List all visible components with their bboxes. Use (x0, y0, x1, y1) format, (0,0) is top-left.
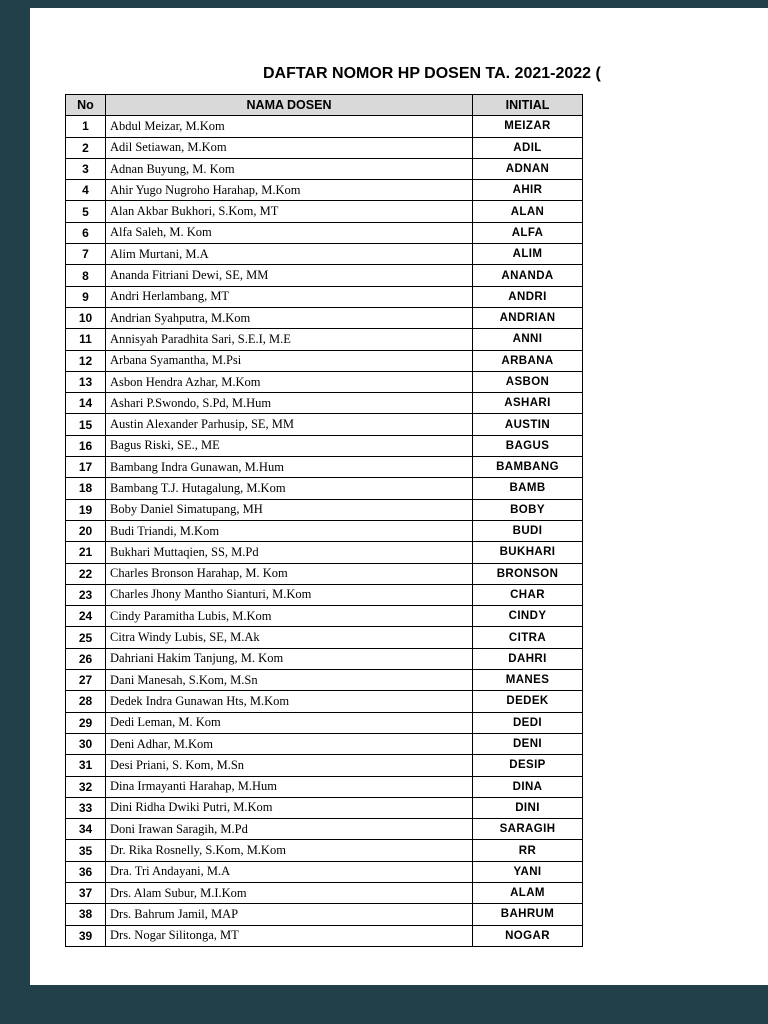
row-number-cell: 9 (66, 286, 106, 307)
table-row (66, 882, 583, 903)
row-number-cell: 1 (66, 116, 106, 137)
row-number-cell: 8 (66, 265, 106, 286)
initial-cell: MANES (473, 670, 583, 691)
initial-cell: DINI (473, 797, 583, 818)
header-no: No (66, 95, 106, 116)
table-row (66, 925, 583, 946)
dosen-name-cell: Doni Irawan Saragih, M.Pd (106, 819, 473, 840)
dosen-name-cell: Charles Bronson Harahap, M. Kom (106, 563, 473, 584)
dosen-name-cell: Desi Priani, S. Kom, M.Sn (106, 755, 473, 776)
initial-cell: ASHARI (473, 393, 583, 414)
initial-cell: ANDRI (473, 286, 583, 307)
table-row (66, 158, 583, 179)
table-row (66, 393, 583, 414)
row-number-cell: 34 (66, 819, 106, 840)
header-nama-dosen: NAMA DOSEN (106, 95, 473, 116)
dosen-name-cell: Dani Manesah, S.Kom, M.Sn (106, 670, 473, 691)
table-row (66, 691, 583, 712)
row-number-cell: 28 (66, 691, 106, 712)
dosen-name-cell: Andrian Syahputra, M.Kom (106, 307, 473, 328)
header-row (66, 95, 583, 116)
row-number-cell: 13 (66, 371, 106, 392)
initial-cell: ANNI (473, 329, 583, 350)
table-row (66, 606, 583, 627)
initial-cell: ANANDA (473, 265, 583, 286)
dosen-name-cell: Abdul Meizar, M.Kom (106, 116, 473, 137)
document-page (30, 8, 768, 985)
initial-cell: AHIR (473, 180, 583, 201)
table-row (66, 712, 583, 733)
row-number-cell: 25 (66, 627, 106, 648)
row-number-cell: 18 (66, 478, 106, 499)
dosen-name-cell: Bambang T.J. Hutagalung, M.Kom (106, 478, 473, 499)
table-row (66, 627, 583, 648)
initial-cell: NOGAR (473, 925, 583, 946)
row-number-cell: 7 (66, 244, 106, 265)
dosen-name-cell: Dra. Tri Andayani, M.A (106, 861, 473, 882)
initial-cell: BAHRUM (473, 904, 583, 925)
dosen-name-cell: Charles Jhony Mantho Sianturi, M.Kom (106, 584, 473, 605)
table-header (66, 95, 583, 116)
row-number-cell: 32 (66, 776, 106, 797)
row-number-cell: 39 (66, 925, 106, 946)
table-row (66, 861, 583, 882)
row-number-cell: 3 (66, 158, 106, 179)
dosen-name-cell: Drs. Alam Subur, M.I.Kom (106, 882, 473, 903)
initial-cell: ALIM (473, 244, 583, 265)
table-row (66, 520, 583, 541)
dosen-name-cell: Budi Triandi, M.Kom (106, 520, 473, 541)
row-number-cell: 6 (66, 222, 106, 243)
initial-cell: DINA (473, 776, 583, 797)
initial-cell: RR (473, 840, 583, 861)
row-number-cell: 26 (66, 648, 106, 669)
row-number-cell: 2 (66, 137, 106, 158)
dosen-name-cell: Andri Herlambang, MT (106, 286, 473, 307)
dosen-table (65, 94, 583, 947)
dosen-name-cell: Bukhari Muttaqien, SS, M.Pd (106, 542, 473, 563)
dosen-name-cell: Arbana Syamantha, M.Psi (106, 350, 473, 371)
row-number-cell: 33 (66, 797, 106, 818)
dosen-name-cell: Adil Setiawan, M.Kom (106, 137, 473, 158)
row-number-cell: 21 (66, 542, 106, 563)
row-number-cell: 35 (66, 840, 106, 861)
initial-cell: ANDRIAN (473, 307, 583, 328)
table-row (66, 542, 583, 563)
row-number-cell: 16 (66, 435, 106, 456)
initial-cell: ARBANA (473, 350, 583, 371)
row-number-cell: 12 (66, 350, 106, 371)
initial-cell: CITRA (473, 627, 583, 648)
table-row (66, 350, 583, 371)
dosen-name-cell: Dr. Rika Rosnelly, S.Kom, M.Kom (106, 840, 473, 861)
dosen-name-cell: Dedi Leman, M. Kom (106, 712, 473, 733)
initial-cell: ADIL (473, 137, 583, 158)
initial-cell: YANI (473, 861, 583, 882)
dosen-name-cell: Drs. Nogar Silitonga, MT (106, 925, 473, 946)
table-row (66, 755, 583, 776)
dosen-name-cell: Boby Daniel Simatupang, MH (106, 499, 473, 520)
row-number-cell: 23 (66, 584, 106, 605)
table-row (66, 286, 583, 307)
initial-cell: ALAM (473, 882, 583, 903)
row-number-cell: 5 (66, 201, 106, 222)
table-row (66, 329, 583, 350)
dosen-name-cell: Drs. Bahrum Jamil, MAP (106, 904, 473, 925)
dosen-name-cell: Cindy Paramitha Lubis, M.Kom (106, 606, 473, 627)
dosen-name-cell: Dina Irmayanti Harahap, M.Hum (106, 776, 473, 797)
table-body (66, 116, 583, 947)
row-number-cell: 37 (66, 882, 106, 903)
dosen-name-cell: Adnan Buyung, M. Kom (106, 158, 473, 179)
table-row (66, 244, 583, 265)
dosen-name-cell: Deni Adhar, M.Kom (106, 733, 473, 754)
row-number-cell: 14 (66, 393, 106, 414)
initial-cell: DAHRI (473, 648, 583, 669)
dosen-name-cell: Annisyah Paradhita Sari, S.E.I, M.E (106, 329, 473, 350)
table-row (66, 307, 583, 328)
table-row (66, 840, 583, 861)
dosen-name-cell: Ashari P.Swondo, S.Pd, M.Hum (106, 393, 473, 414)
initial-cell: DENI (473, 733, 583, 754)
dosen-name-cell: Ahir Yugo Nugroho Harahap, M.Kom (106, 180, 473, 201)
table-row (66, 797, 583, 818)
dosen-name-cell: Ananda Fitriani Dewi, SE, MM (106, 265, 473, 286)
row-number-cell: 24 (66, 606, 106, 627)
initial-cell: CHAR (473, 584, 583, 605)
table-row (66, 201, 583, 222)
row-number-cell: 22 (66, 563, 106, 584)
dosen-name-cell: Bambang Indra Gunawan, M.Hum (106, 457, 473, 478)
row-number-cell: 31 (66, 755, 106, 776)
row-number-cell: 38 (66, 904, 106, 925)
initial-cell: SARAGIH (473, 819, 583, 840)
initial-cell: BOBY (473, 499, 583, 520)
table-row (66, 819, 583, 840)
page-title: DAFTAR NOMOR HP DOSEN TA. 2021-2022 ( (263, 65, 601, 82)
dosen-name-cell: Alim Murtani, M.A (106, 244, 473, 265)
initial-cell: AUSTIN (473, 414, 583, 435)
table-row (66, 116, 583, 137)
dosen-name-cell: Bagus Riski, SE., ME (106, 435, 473, 456)
initial-cell: ALFA (473, 222, 583, 243)
row-number-cell: 29 (66, 712, 106, 733)
row-number-cell: 27 (66, 670, 106, 691)
initial-cell: BAGUS (473, 435, 583, 456)
table-row (66, 457, 583, 478)
row-number-cell: 20 (66, 520, 106, 541)
row-number-cell: 19 (66, 499, 106, 520)
dosen-name-cell: Citra Windy Lubis, SE, M.Ak (106, 627, 473, 648)
dosen-name-cell: Alan Akbar Bukhori, S.Kom, MT (106, 201, 473, 222)
row-number-cell: 36 (66, 861, 106, 882)
dosen-name-cell: Dahriani Hakim Tanjung, M. Kom (106, 648, 473, 669)
table-row (66, 222, 583, 243)
table-row (66, 478, 583, 499)
table-row (66, 414, 583, 435)
table-row (66, 904, 583, 925)
row-number-cell: 30 (66, 733, 106, 754)
row-number-cell: 17 (66, 457, 106, 478)
row-number-cell: 11 (66, 329, 106, 350)
table-row (66, 733, 583, 754)
table-row (66, 584, 583, 605)
table-row (66, 670, 583, 691)
initial-cell: ALAN (473, 201, 583, 222)
table-row (66, 371, 583, 392)
initial-cell: DEDI (473, 712, 583, 733)
table-row (66, 265, 583, 286)
row-number-cell: 15 (66, 414, 106, 435)
dosen-name-cell: Dedek Indra Gunawan Hts, M.Kom (106, 691, 473, 712)
table-row (66, 435, 583, 456)
dosen-name-cell: Austin Alexander Parhusip, SE, MM (106, 414, 473, 435)
initial-cell: BUKHARI (473, 542, 583, 563)
table-row (66, 499, 583, 520)
table-row (66, 563, 583, 584)
dosen-name-cell: Asbon Hendra Azhar, M.Kom (106, 371, 473, 392)
initial-cell: ASBON (473, 371, 583, 392)
table-row (66, 137, 583, 158)
table-row (66, 180, 583, 201)
initial-cell: ADNAN (473, 158, 583, 179)
row-number-cell: 4 (66, 180, 106, 201)
initial-cell: BRONSON (473, 563, 583, 584)
initial-cell: DESIP (473, 755, 583, 776)
table-row (66, 648, 583, 669)
initial-cell: MEIZAR (473, 116, 583, 137)
dosen-name-cell: Dini Ridha Dwiki Putri, M.Kom (106, 797, 473, 818)
dosen-name-cell: Alfa Saleh, M. Kom (106, 222, 473, 243)
initial-cell: DEDEK (473, 691, 583, 712)
initial-cell: BUDI (473, 520, 583, 541)
row-number-cell: 10 (66, 307, 106, 328)
initial-cell: CINDY (473, 606, 583, 627)
initial-cell: BAMB (473, 478, 583, 499)
table-row (66, 776, 583, 797)
initial-cell: BAMBANG (473, 457, 583, 478)
header-initial: INITIAL (473, 95, 583, 116)
